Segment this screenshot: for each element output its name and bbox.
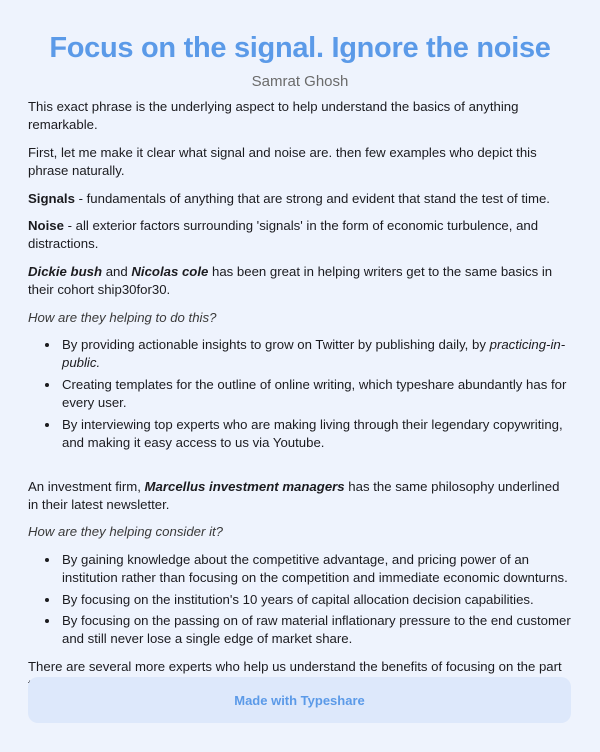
- section-spacer: [28, 462, 572, 478]
- document-body: [28, 98, 572, 722]
- author-name: Samrat Ghosh: [251, 73, 349, 90]
- more-experts-paragraph: There are several more experts who help us understand the benefits of focusing on the part: [28, 658, 562, 674]
- bullet-list-2: [28, 551, 572, 649]
- question-2: How are they helping consider it?: [28, 524, 223, 540]
- list-item-text: By providing actionable insights to grow on Twitter by publishing daily, by: [62, 337, 490, 353]
- firm-name: Marcellus investment managers: [144, 478, 345, 494]
- signals-text: - fundamentals of anything that are strong and evident that stand the test of time.: [74, 190, 550, 206]
- document-title: Focus on the signal. Ignore the noise: [49, 32, 551, 64]
- noise-term: Noise: [28, 218, 64, 234]
- bullet-list-1: [28, 336, 572, 452]
- question-1: How are they helping to do this?: [28, 309, 217, 325]
- writer-name-1: Dickie bush: [28, 263, 103, 279]
- firm-post: has the same philosophy underlined in their latest newsletter.: [28, 478, 560, 512]
- list-item: • By focusing on the institution's 10 years of capital allocation decision capabilities.: [60, 591, 572, 609]
- noise-paragraph: [28, 217, 572, 254]
- made-with-typeshare-banner[interactable]: Made with Typeshare: [28, 677, 571, 723]
- writer-name-2: Nicolas cole: [131, 263, 209, 279]
- signals-term: Signals: [28, 190, 75, 206]
- firm-pre: An investment firm,: [28, 478, 145, 494]
- list-item: [60, 336, 572, 373]
- writers-text: has been great in helping writers get to the same basics in their cohort ship30for30.: [28, 263, 553, 298]
- list-item: • Creating templates for the outline of online writing, which typeshare abundantly has for every user.: [60, 376, 572, 413]
- writers-and: and: [102, 263, 132, 279]
- list-item: • By focusing on the passing on of raw material inflationary pressure to the end customer and still never lose a single edge of market share.: [60, 612, 572, 649]
- noise-text: - all exterior factors surrounding 'signals' in the form of economic turbulence, and distractions.: [28, 218, 539, 252]
- signals-paragraph: [28, 190, 572, 208]
- firm-paragraph: [28, 478, 572, 515]
- list-item: • By gaining knowledge about the competitive advantage, and pricing power of an institution rather than focusing on the competition and immediate economic downturns.: [60, 551, 572, 588]
- definition-paragraph: First, let me make it clear what signal and noise are. then few examples who depict this phrase naturally.: [28, 144, 537, 179]
- list-item-emphasis: practicing-in-public.: [62, 337, 566, 371]
- list-item: • By interviewing top experts who are making living through their legendary copywriting, and making it easy access to us via Youtube.: [60, 416, 572, 453]
- writers-paragraph: [28, 263, 572, 300]
- intro-paragraph: This exact phrase is the underlying aspect to help understand the basics of anything remarkable.: [28, 99, 519, 133]
